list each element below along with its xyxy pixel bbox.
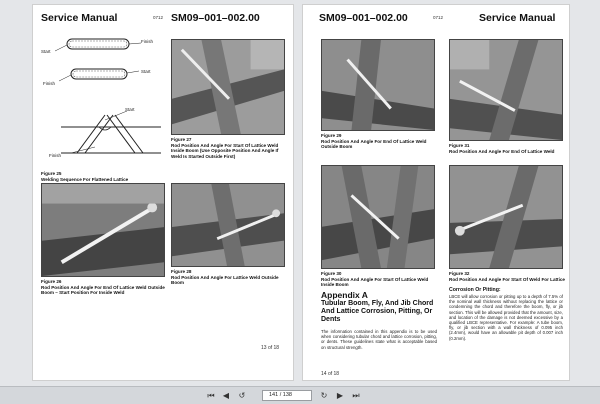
figure-32-caption (449, 271, 565, 282)
figure-number: Figure 26 (41, 279, 62, 284)
figure-28-photo (171, 183, 285, 267)
start-label-1: Start (41, 49, 51, 54)
revision-code: 0712 (433, 15, 444, 20)
document-number: SM09–001–002.00 (319, 12, 408, 24)
corrosion-text: LBCE will allow corrosion or pitting up to a depth of 7.5% of the nominal wall thickness without replacing the lattice or condemning the chord and therefore the boom, fly, or jib section. This will be allowed provided that the amount, size, and location of the damage is not deemed excessive by a qualified LBCE representative. For example: A tube boom, fly, or jib section with a wall thickness of 0.095 inch (2.4mm), would have an allowable pit depth of 0.007 inch (0.2mm). (449, 294, 563, 341)
last-page-icon[interactable]: ⏭ (352, 391, 360, 400)
figure-29-caption (321, 133, 437, 150)
figure-31-caption (449, 143, 565, 154)
finish-label-1: Finish (141, 39, 154, 44)
finish-label-3: Finish (49, 153, 62, 158)
page-title: Service Manual (479, 12, 556, 24)
page-total: / 138 (279, 392, 292, 398)
first-page-icon[interactable]: ⏮ (207, 391, 215, 400)
weld-sequence-drawing (41, 35, 165, 169)
figure-30-caption (321, 271, 437, 288)
figure-title: Rod Position And Angle For Start Of Weld For Lattice (449, 276, 565, 282)
figure-number: Figure 31 (449, 143, 470, 148)
figure-title: Rod Position And Angle For End Of Lattice Weld Outside Boom – Start Position For Inside Weld (41, 284, 165, 296)
figure-26-caption (41, 279, 165, 296)
figure-title: Rod Position And Angle For Start Of Lattice Weld Inside Boom (321, 276, 429, 288)
figure-title: Welding Sequence For Flattened Lattice (41, 176, 129, 182)
page-number: 13 of 18 (261, 345, 280, 351)
figure-27-caption (171, 137, 287, 159)
figure-title: Rod Position And Angle For Lattice Weld Outside Boom (171, 274, 279, 286)
page-number: 14 of 18 (321, 371, 340, 377)
figure-number: Figure 27 (171, 137, 192, 142)
right-page (302, 4, 570, 381)
previous-page-icon[interactable]: ◀ (222, 391, 230, 400)
start-label-2: Start (141, 69, 151, 74)
figure-number: Figure 28 (171, 269, 192, 274)
page-field[interactable] (262, 390, 312, 401)
figure-29-photo (321, 39, 435, 131)
forward-icon[interactable]: ↻ (320, 391, 328, 400)
figure-number: Figure 25 (41, 171, 62, 176)
figure-title: Rod Position And Angle For End Of Lattice Weld Outside Boom (321, 138, 427, 150)
back-icon[interactable]: ↺ (238, 391, 246, 400)
figure-28-caption (171, 269, 287, 286)
weld-sequence-sketch (41, 35, 165, 169)
finish-label-2: Finish (43, 81, 56, 86)
figure-number: Figure 30 (321, 271, 342, 276)
figure-25-caption (41, 171, 165, 182)
figure-title: Rod Position And Angle For End Of Lattice Weld (449, 148, 555, 154)
appendix-intro-text: The information contained in this appendix is to be used when considering tubular chord and lattice corrosion, pitting, or dents. These guidelines state what is acceptable based on structural strength. (321, 329, 437, 350)
document-number: SM09–001–002.00 (171, 12, 260, 24)
figure-30-photo (321, 165, 435, 269)
viewer-toolbar (0, 386, 600, 404)
figure-number: Figure 29 (321, 133, 342, 138)
appendix-subtitle: Tubular Boom, Fly, And Jib Chord And Lattice Corrosion, Pitting, Or Dents (321, 300, 434, 323)
page-input-value[interactable]: 141 (269, 392, 279, 398)
left-page (32, 4, 294, 381)
figure-32-photo (449, 165, 563, 269)
figure-31-photo (449, 39, 563, 141)
figure-number: Figure 32 (449, 271, 470, 276)
appendix-heading (321, 290, 441, 324)
page-title: Service Manual (41, 12, 118, 24)
appendix-title: Appendix A (321, 290, 368, 300)
figure-26-photo (41, 183, 165, 277)
figure-title: Rod Position And Angle For Start Of Lattice Weld Inside Boom (Use Opposite Position And Angle If Weld Is Started Outside First) (171, 142, 279, 159)
next-page-icon[interactable]: ▶ (336, 391, 344, 400)
figure-27-photo (171, 39, 285, 135)
corrosion-heading: Corrosion Or Pitting: (449, 287, 501, 293)
revision-code: 0712 (153, 15, 164, 20)
corrosion-section (449, 287, 563, 341)
start-label-3: Start (125, 107, 135, 112)
